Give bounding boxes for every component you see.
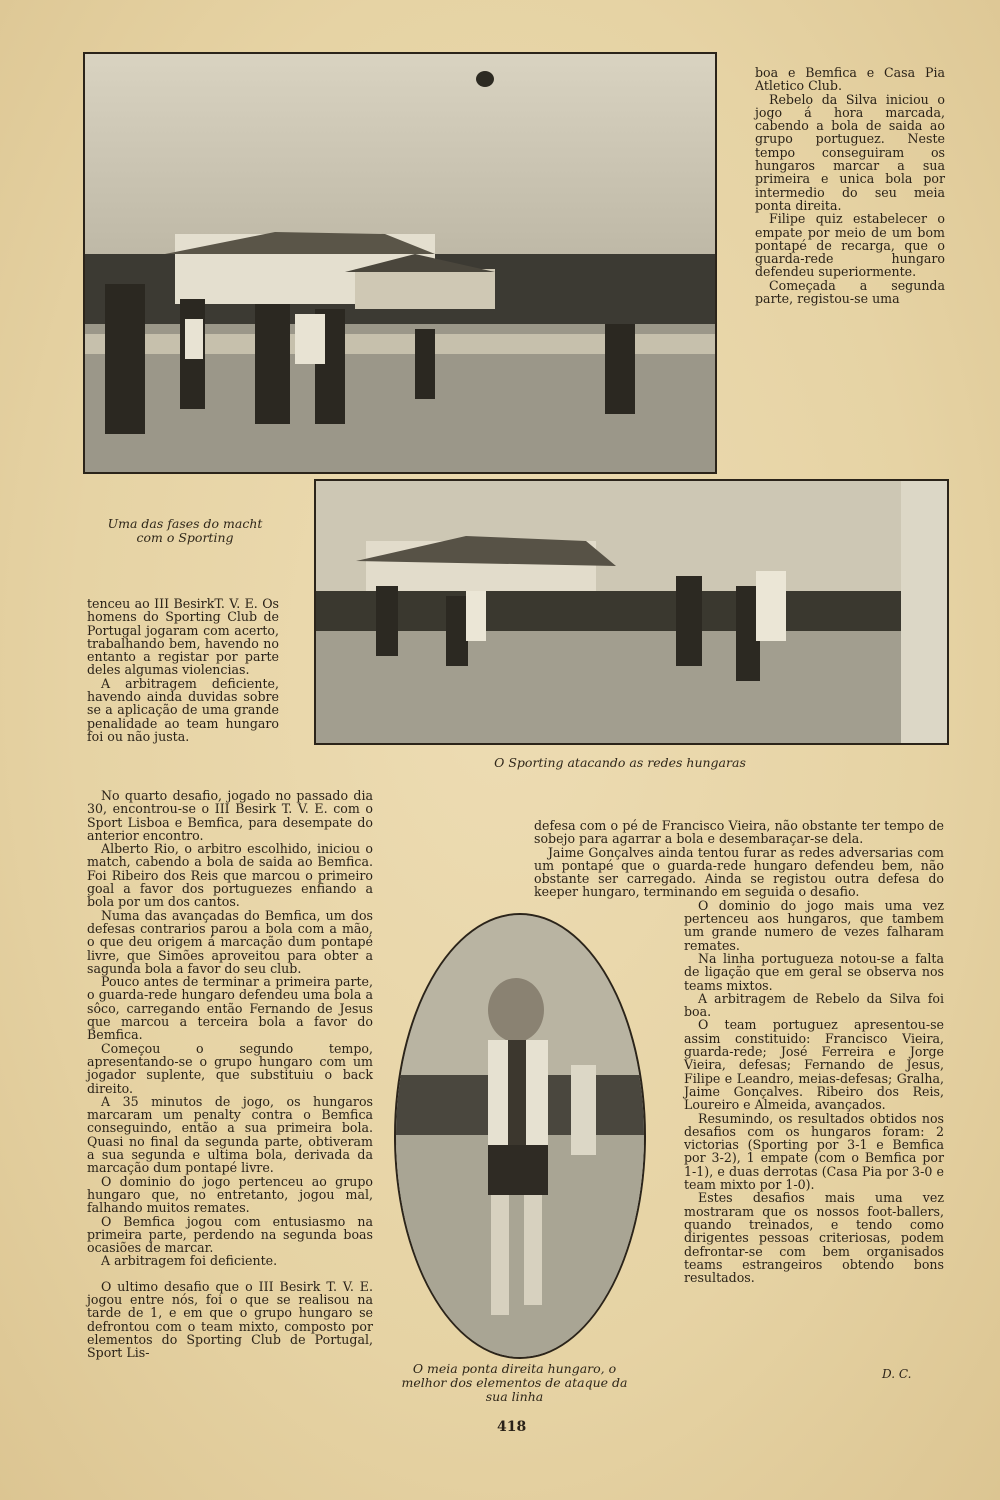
paragraph: Na linha portugueza notou-se a falta de ligação que em geral se observa nos teams mixtos.	[684, 950, 944, 993]
paragraph: No quarto desafio, jogado no passado dia 30, encontrou-se o III Besirk T. V. E. com o Sport Lisboa e Bemfica, para desempate do anterior encontro.	[87, 788, 373, 843]
page-number: 418	[497, 1419, 527, 1435]
paragraph: Alberto Rio, o arbitro escolhido, iniciou o match, cabendo a bola de saida ao Bemfica. Foi Ribeiro dos Reis que marcou o primeiro goal a favor dos portuguezes enfiando a bola por um dos cantos.	[87, 841, 373, 910]
paragraph: Jaime Gonçalves ainda tentou furar as redes adversarias com um pontapé que o guarda-rede hungaro defendeu bem, não obstante ser carregado. Ainda se registou outra defesa do keeper hungaro, terminando em seguida o desafio.	[534, 844, 944, 900]
photo-hungarian-player	[394, 913, 646, 1359]
paragraph: tenceu ao III BesirkT. V. E. Os homens do Sporting Club de Portugal jogaram com acerto, trabalhando bem, havendo no entanto a registar por parte deles algumas violencias.	[87, 596, 279, 678]
photo-sporting-attacking	[314, 479, 949, 745]
caption-photo-1: Uma das fases do macht com o Sporting	[107, 516, 263, 545]
article-column-left-mid	[87, 597, 279, 743]
paragraph: Começada a segunda parte, registou-se uma	[755, 277, 945, 307]
paragraph: Numa das avançadas do Bemfica, um dos defesas contrarios parou a bola com a mão, o que deu origem á marcação dum pontapé livre, que Simões aproveitou para obter a sagunda bola a favor do seu club.	[87, 907, 373, 976]
paragraph: Começou o segundo tempo, apresentando-se o grupo hungaro com um jogador suplente, que substituiu o back direito.	[87, 1040, 373, 1096]
paragraph: A 35 minutos de jogo, os hungaros marcaram um penalty contra o Bemfica conseguindo, então a sua primeira bola. Quasi no final da segunda parte, obtiveram a sua segunda e ultima bola, derivada da marcação dum pontapé livre.	[87, 1093, 373, 1176]
paragraph: A arbitragem deficiente, havendo ainda duvidas sobre se a aplicação de uma grande penalidade ao team hungaro foi ou não justa.	[87, 675, 279, 744]
paragraph: O dominio do jogo pertenceu ao grupo hungaro que, no entretanto, jogou mal, falhando muitos remates.	[87, 1173, 373, 1216]
paragraph: Filipe quiz estabelecer o empate por meio de um bom pontapé de recarga, que o guarda-rede hungaro defendeu superiormente.	[755, 211, 945, 280]
paragraph: A arbitragem de Rebelo da Silva foi boa.	[684, 990, 944, 1020]
paragraph: Resumindo, os resultados obtidos nos desafios com os hungaros foram: 2 victorias (Sporting por 3-1 e Bemfica por 3-2), 1 empate (com o Bemfica por 1-1), e duas derrotas (Casa Pia por 3-0 e team mixto por 1-0).	[684, 1110, 944, 1193]
paragraph: O dominio do jogo mais uma vez pertenceu aos hungaros, que tambem um grande numero de vezes falharam remates.	[684, 897, 944, 953]
paragraph: Estes desafios mais uma vez mostraram que os nossos foot-ballers, quando treinados, e tendo como dirigentes pessoas criteriosas, podem defrontar-se com bem organisados teams estrangeiros obtendo bons resultados.	[684, 1190, 944, 1286]
caption-photo-3: O meia ponta direita hungaro, o melhor dos elementos de ataque da sua linha	[401, 1361, 628, 1404]
paragraph: Rebelo da Silva iniciou o jogo á hora marcada, cabendo a bola de saida ao grupo portuguez. Neste tempo conseguiram os hungaros marcar a sua primeira e unica bola por intermedio do seu meia ponta direita.	[755, 91, 945, 213]
author-signature: D. C.	[882, 1367, 912, 1381]
article-column-top-right	[755, 66, 945, 305]
paragraph: O Bemfica jogou com entusiasmo na primeira parte, perdendo na segunda boas ocasiões de marcar.	[87, 1213, 373, 1256]
paragraph: defesa com o pé de Francisco Vieira, não obstante ter tempo de sobejo para agarrar a bola e desembaraçar-se dela.	[534, 818, 944, 847]
paragraph: A arbitragem foi deficiente.	[101, 1253, 278, 1269]
article-column-left-main	[87, 789, 373, 1359]
photo-match-scene	[83, 52, 717, 474]
paragraph: O ultimo desafio que o III Besirk T. V. E. jogou entre nós, foi o que se realisou na tarde de 1, e em que o grupo hungaro se defrontou com o team mixto, composto por elementos do Sporting Club de Portugal, Sport Lis-	[87, 1278, 373, 1361]
paragraph: Pouco antes de terminar a primeira parte, o guarda-rede hungaro defendeu uma bola a sôco, carregando então Fernando de Jesus que marcou a terceira bola a favor do Bemfica.	[87, 974, 373, 1043]
paragraph: O team portuguez apresentou-se assim constituido: Francisco Vieira, guarda-rede; José Ferreira e Jorge Vieira, defesas; Fernando de Jesus, Filipe e Leandro, meias-defesas; Gralha, Jaime Gonçalves. Ribeiro dos Reis, Loureiro e Almeida, avançados.	[684, 1017, 944, 1113]
caption-photo-2: O Sporting atacando as redes hungaras	[494, 755, 746, 770]
paragraph: boa e Bemfica e Casa Pia Atletico Club.	[755, 65, 945, 94]
